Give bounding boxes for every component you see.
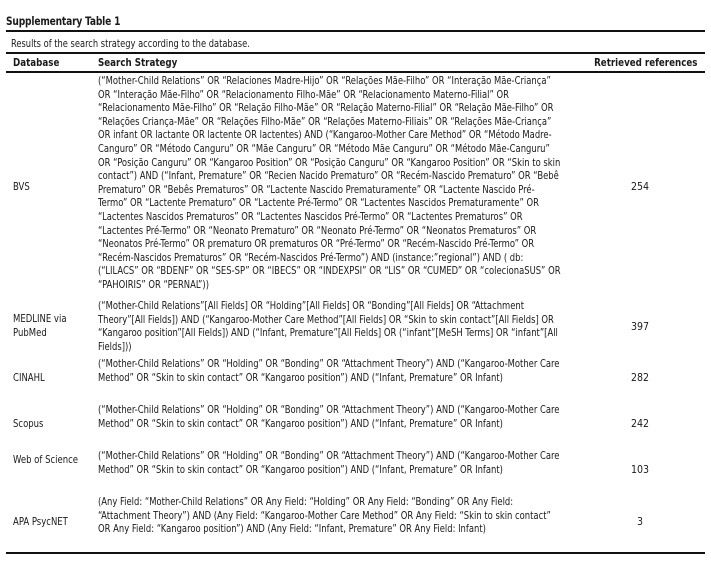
retrieved-references-cell: 282 [630,372,650,384]
retrieved-references-cell: 103 [630,464,650,476]
search-strategy-cell: (“Mother-Child Relations” OR “Holding” OR “Bonding” OR “Attachment Theory”) AND (“Kangaroo-Mother Care Method” OR “Skin to skin contact” OR “Kangaroo position”) AND (“Infant, Premature” OR Infant) [98,450,560,476]
table-bottom-rule [6,552,705,554]
database-cell: CINAHL [13,372,45,384]
database-cell: MEDLINE via PubMed [13,313,67,339]
search-strategy-cell: (“Mother-Child Relations”[All Fields] OR “Holding”[All Fields] OR “Bonding”[All Fields] OR “Attachment Theory”[All Fields]) AND (“Kangaroo-Mother Care Method”[All Fields] OR “Skin to skin contact”[All Fields] OR “Kangaroo position”[All Fields]) AND (“Infant, Premature”[All Fields] OR (“infant”[MeSH Terms] OR “infant”[All Fields])) [98,300,558,353]
retrieved-references-cell: 242 [630,418,650,430]
table-caption: Results of the search strategy according to the database. [11,38,250,50]
retrieved-references-cell: 397 [630,321,650,333]
header-search-strategy: Search Strategy [98,56,178,69]
header-database: Database [13,56,60,69]
search-strategy-cell: (Any Field: “Mother-Child Relations” OR Any Field: “Holding” OR Any Field: “Bonding” OR Any Field: “Attachment Theory”) AND (Any Field: “Kangaroo-Mother Care Method” OR Any Field: “Skin to skin contact” OR Any Field: “Kangaroo position”) AND (Any Field: “Infant, Premature” OR Any Field: Infant) [98,496,551,536]
search-strategy-cell: (“Mother-Child Relations” OR “Holding” OR “Bonding” OR “Attachment Theory”) AND (“Kangaroo-Mother Care Method” OR “Skin to skin contact” OR “Kangaroo position”) AND (“Infant, Premature” OR Infant) [98,404,560,430]
header-bottom-rule [6,71,705,73]
database-cell: Scopus [13,418,44,430]
retrieved-references-cell: 254 [630,181,650,193]
table-title: Supplementary Table 1 [6,14,121,28]
search-strategy-cell: (“Mother-Child Relations” OR “Relaciones Madre-Hijo” OR “Relações Mãe-Filho” OR “Interação Mãe-Criança” OR “Interação Mãe-Filho” OR “Relacionamento Filho-Mãe” OR “Relacionamento Materno-Filial” OR “Relacionamento Mãe-Filho” OR “Relação Filho-Mãe” OR “Relação Materno-Filial” OR “Relação Mãe-Filho” OR “Relações Criança-Mãe” OR “Relações Filho-Mãe” OR “Relações Materno-Filiais” OR “Relações Mãe-Criança” OR infant OR lactante OR lactente OR lactentes) AND (“Kangaroo-Mother Care Method” OR “Método Madre-Canguro” OR “Método Canguru” OR “Mãe Canguru” OR “Método Mãe Canguru” OR “Método Mãe-Canguru” OR “Posição Canguru” OR “Kangaroo Position” OR “Posição Canguru” OR “Kangaroo Position” OR “Skin to skin contact”) AND (“Infant, Premature” OR “Recien Nacido Prematuro” OR “Recém-Nascido Prematuro” OR “Bebê Prematuro” OR “Bebês Prematuros” OR “Lactente Nascido Prematuramente” OR “Lactente Nascido Pré-Termo” OR “Lactente Prematuro” OR “Lactente Pré-Termo” OR “Lactentes Nascidos Prematuramente” OR “Lactentes Nascidos Prematuros” OR “Lactentes Nascidos Pré-Termo” OR “Lactentes Prematuros” OR “Lactentes Pré-Termo” OR “Neonato Prematuro” OR “Neonato Pré-Termo” OR “Neonatos Prematuros” OR “Neonatos Pré-Termo” OR prematuro OR prematuros OR “Pré-Termo” OR “Recém-Nascido Pré-Termo” OR “Recém-Nascidos Prematuros” OR “Recém-Nascidos Pré-Termo”) AND (instance:”regional”) AND ( db:(“LILACS” OR “BDENF” OR “SES-SP” OR “IBECS” OR “INDEXPSI” OR “LIS” OR “CUMED” OR “colecionaSUS” OR “PAHOIRIS” OR “PERNAL”)) [98,75,561,291]
header-top-rule [6,52,705,54]
database-cell: Web of Science [13,454,79,466]
database-cell: APA PsycNET [13,516,68,528]
retrieved-references-cell: 3 [636,516,643,528]
search-strategy-cell: (“Mother-Child Relations” OR “Holding” OR “Bonding” OR “Attachment Theory”) AND (“Kangaroo-Mother Care Method” OR “Skin to skin contact” OR “Kangaroo position”) AND (“Infant, Premature” OR Infant) [98,358,560,384]
title-rule [6,30,705,32]
header-retrieved-references: Retrieved references [593,56,697,69]
database-cell: BVS [13,181,30,193]
